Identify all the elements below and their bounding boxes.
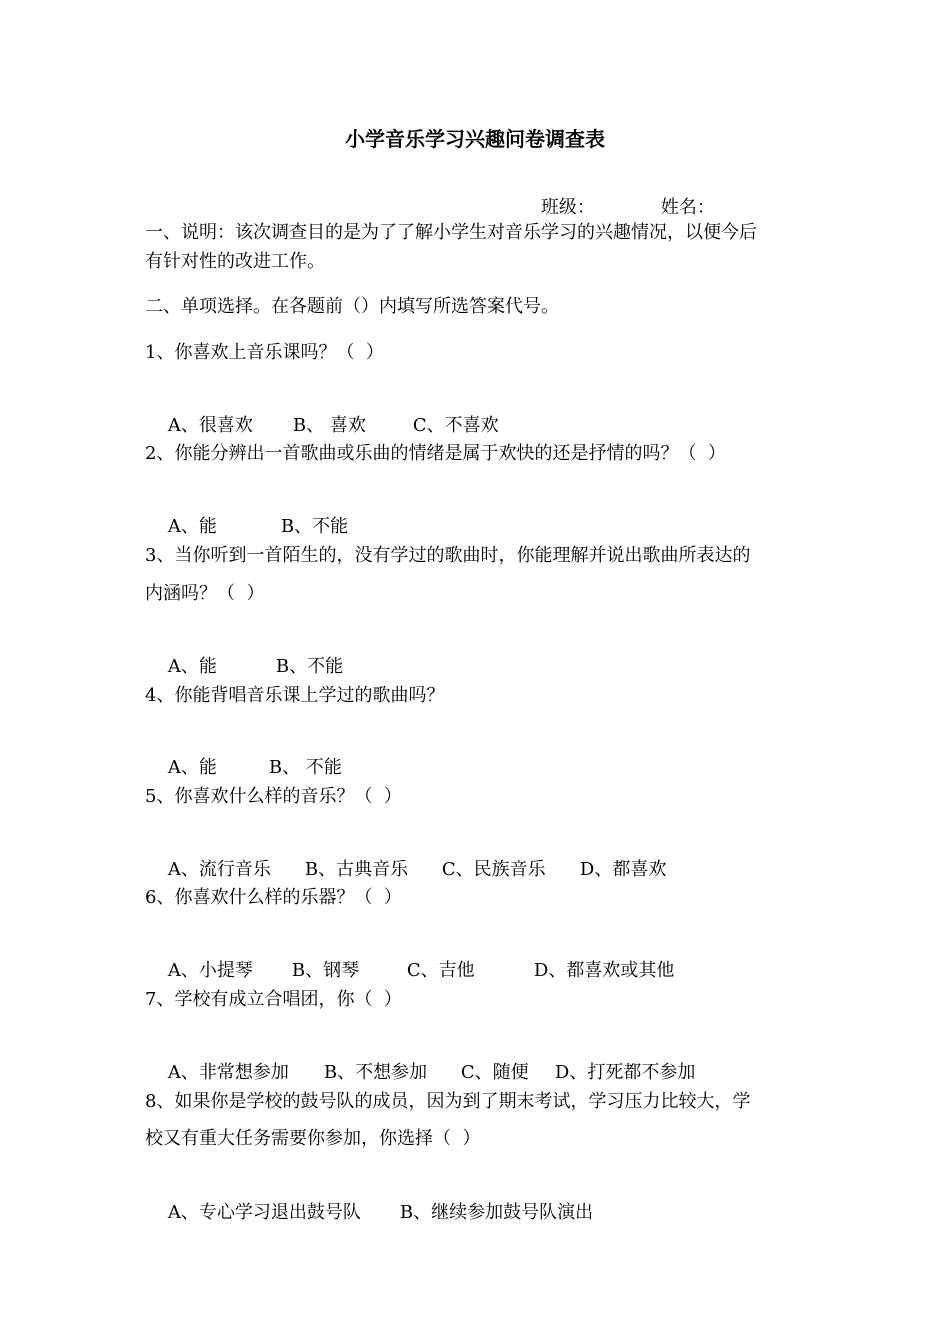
option: B、 不能	[268, 757, 342, 778]
class-field-label: 班级：	[540, 197, 595, 218]
question-4: 4、你能背唱音乐课上学过的歌曲吗？	[145, 685, 445, 706]
option: B、 喜欢	[292, 415, 366, 436]
option: A、专心学习退出鼓号队	[167, 1202, 361, 1223]
option: D、都喜欢或其他	[533, 960, 675, 981]
name-field-label: 姓名：	[660, 197, 715, 218]
section-2-heading: 二、单项选择。在各题前（）内填写所选答案代号。	[145, 296, 559, 317]
option: A、能	[167, 516, 217, 537]
option: B、古典音乐	[304, 859, 409, 880]
question-5: 5、你喜欢什么样的音乐？（ ）	[145, 786, 402, 807]
option: B、不能	[280, 516, 349, 537]
question-1: 1、你喜欢上音乐课吗？（ ）	[145, 342, 384, 363]
option: C、民族音乐	[441, 859, 546, 880]
option: A、流行音乐	[167, 859, 271, 880]
option: A、小提琴	[167, 960, 253, 981]
question-3-line-1: 3、当你听到一首陌生的，没有学过的歌曲时，你能理解并说出歌曲所表达的	[145, 545, 751, 566]
question-8-line-2: 校又有重大任务需要你参加，你选择（ ）	[145, 1128, 481, 1149]
question-8-options	[145, 1180, 593, 1246]
option: C、随便	[460, 1062, 529, 1083]
option: A、很喜欢	[167, 415, 253, 436]
option: B、不想参加	[323, 1062, 428, 1083]
option: B、不能	[275, 656, 344, 677]
intro-line-1: 一、说明：该次调查目的是为了了解小学生对音乐学习的兴趣情况，以便今后	[145, 222, 757, 243]
question-3-line-2: 内涵吗？（ ）	[145, 583, 265, 604]
option: D、都喜欢	[579, 859, 667, 880]
document-title: 小学音乐学习兴趣问卷调查表	[345, 127, 605, 151]
question-7: 7、学校有成立合唱团，你（ ）	[145, 989, 402, 1010]
option: A、能	[167, 656, 217, 677]
intro-line-2: 有针对性的改进工作。	[145, 251, 325, 272]
question-6: 6、你喜欢什么样的乐器？（ ）	[145, 887, 402, 908]
option: C、吉他	[406, 960, 475, 981]
option: C、不喜欢	[412, 415, 499, 436]
option: D、打死都不参加	[554, 1062, 696, 1083]
option: B、钢琴	[291, 960, 360, 981]
option: B、继续参加鼓号队演出	[399, 1202, 594, 1223]
question-2: 2、你能分辨出一首歌曲或乐曲的情绪是属于欢快的还是抒情的吗？（ ）	[145, 443, 726, 464]
question-8-line-1: 8、如果你是学校的鼓号队的成员，因为到了期末考试，学习压力比较大，学	[145, 1091, 751, 1112]
option: A、能	[167, 757, 217, 778]
option: A、非常想参加	[167, 1062, 289, 1083]
